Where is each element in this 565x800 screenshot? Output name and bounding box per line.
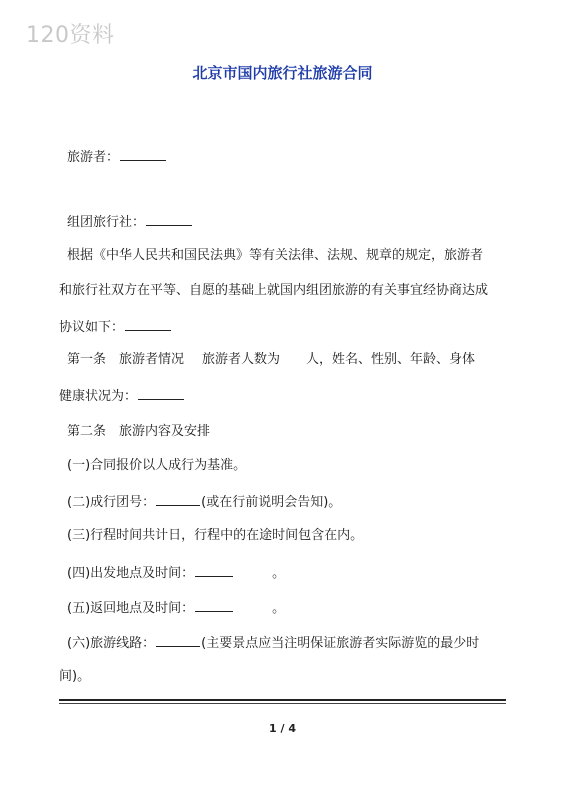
tourist-count-label: 旅游者人数为 bbox=[202, 352, 281, 367]
health-label: 健康状况为： bbox=[59, 389, 138, 404]
group-number-note: (或在行前说明会告知)。 bbox=[201, 495, 342, 510]
agreement-blank bbox=[125, 316, 171, 331]
route-blank bbox=[156, 632, 200, 647]
item-6-line-2: 间)。 bbox=[59, 669, 91, 684]
watermark: 120资料 bbox=[26, 23, 115, 48]
item-4 bbox=[67, 562, 517, 584]
tourist-label: 旅游者： bbox=[67, 150, 120, 165]
departure-blank bbox=[195, 562, 233, 577]
article-1-line-2 bbox=[59, 385, 509, 407]
intro-line-3-text: 协议如下： bbox=[59, 320, 125, 335]
route-label: (六)旅游线路： bbox=[67, 636, 156, 651]
intro-line-1: 根据《中华人民共和国民法典》等有关法律、法规、规章的规定，旅游者 bbox=[67, 248, 484, 263]
return-period: 。 bbox=[272, 601, 286, 616]
item-1: (一)合同报价以人成行为基准。 bbox=[67, 458, 247, 473]
article-1-line-1 bbox=[67, 350, 517, 370]
article-1-after-count: 人，姓名、性别、年龄、身体 bbox=[306, 352, 476, 367]
article-2-heading: 第二条 旅游内容及安排 bbox=[67, 424, 211, 439]
intro-line-2: 和旅行社双方在平等、自愿的基础上就国内组团旅游的有关事宜经协商达成 bbox=[59, 283, 489, 298]
agency-label: 组团旅行社： bbox=[67, 215, 146, 230]
footer-rule bbox=[59, 699, 506, 701]
tourist-field bbox=[67, 146, 517, 168]
page-number: 1 / 4 bbox=[269, 722, 296, 735]
return-label: (五)返回地点及时间： bbox=[67, 601, 195, 616]
item-2 bbox=[67, 491, 517, 513]
item-5 bbox=[67, 597, 517, 619]
health-blank bbox=[138, 385, 184, 400]
footer-rule-thin bbox=[59, 703, 506, 704]
agency-field bbox=[67, 211, 517, 233]
group-number-label: (二)成行团号： bbox=[67, 495, 156, 510]
document-title: 北京市国内旅行社旅游合同 bbox=[192, 64, 373, 82]
agency-blank bbox=[146, 211, 192, 226]
group-number-blank bbox=[156, 491, 200, 506]
return-blank bbox=[195, 597, 233, 612]
item-3: (三)行程时间共计日，行程中的在途时间包含在内。 bbox=[67, 528, 364, 543]
item-6-line-1 bbox=[67, 632, 517, 654]
intro-line-3 bbox=[59, 316, 509, 338]
article-1-heading: 第一条 旅游者情况 bbox=[67, 352, 185, 367]
departure-label: (四)出发地点及时间： bbox=[67, 566, 195, 581]
route-note: (主要景点应当注明保证旅游者实际游览的最少时 bbox=[201, 636, 480, 651]
departure-period: 。 bbox=[272, 566, 286, 581]
tourist-blank bbox=[120, 146, 166, 161]
